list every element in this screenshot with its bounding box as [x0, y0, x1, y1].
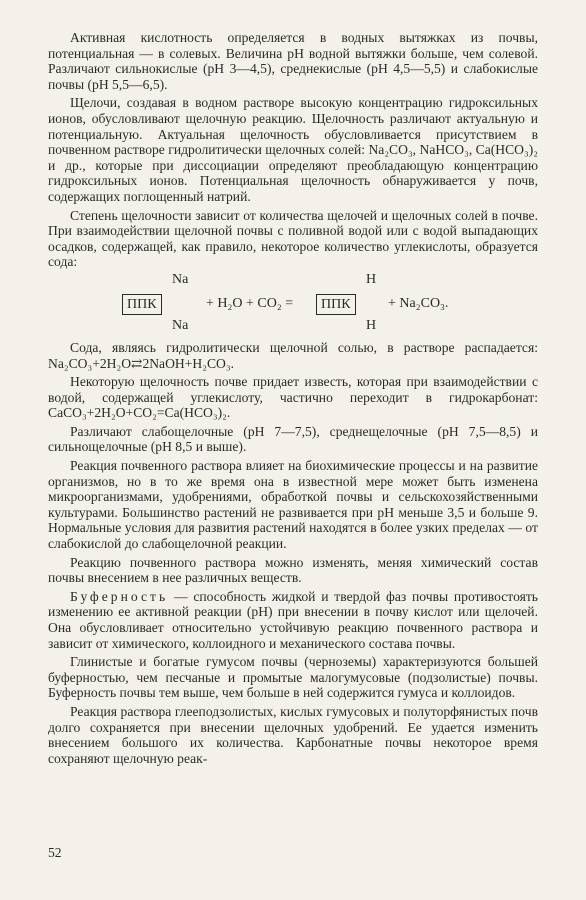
paragraph-soda: Сода, являясь гидролитически щелочной солью, в растворе распадается: Na₂CO₃+2H₂O⇄2NaOH+H₂CO₃. — [48, 339, 538, 371]
formula-end: + Na₂CO₃. — [388, 295, 449, 311]
paragraph-alkalinity-degree: Степень щелочности зависит от количества щелочей и щелочных солей в почве. При взаимодействии щелочной почвы с поливной водой или с водой выпадающих осадков, содержащей, как правило, некоторое количество углекислоты, образуется сода: — [48, 207, 538, 270]
paragraph-gley-soils: Реакция раствора глееподзолистых, кислых гумусовых и полуторфянистых почв долго сохраняется при внесении щелочных удобрений. Ее удается изменить внесением большого их количества. Карбонатные почвы некоторое время сохраняют щелочную реак- — [48, 703, 538, 766]
soda-formation-formula — [48, 272, 538, 338]
formula-h-top: H — [366, 271, 377, 287]
formula-na-bottom: Na — [172, 317, 189, 333]
buffer-term: Буферность — [70, 588, 169, 604]
page-number: 52 — [48, 845, 62, 860]
paragraph-clay-soils: Глинистые и богатые гумусом почвы (черноземы) характеризуются большей буферностью, чем песчаные и промытые малогумусовые (подзолистые) почвы. Буферность почвы тем выше, чем больше в ней содержится гумуса и коллоидов. — [48, 654, 538, 701]
formula-h-bottom: H — [366, 317, 377, 333]
paragraph-alkalis: Щелочи, создавая в водном растворе высокую концентрацию гидроксильных ионов, обусловливают щелочную реакцию. Щелочность различают актуальную и потенциальную. Актуальная щелочность обусловливается присутствием в почвенном растворе гидролитически щелочных солей: Na₂CO₃, NaHCO₃, Ca(HCO₃)₂ и др., которые при диссоциации определяют преобладающую концентрацию гидроксильных ионов. Потенциальная щелочность обнаруживается у почв, содержащих поглощенный натрий. — [48, 95, 538, 204]
document-body — [48, 30, 538, 766]
paragraph-lime: Некоторую щелочность почве придает известь, которая при взаимодействии с водой, содержащей углекислоту, частично переходит в гидрокарбонат: CaCO₃+2H₂O+CO₂=Ca(HCO₃)₂. — [48, 374, 538, 421]
paragraph-reaction-influence: Реакция почвенного раствора влияет на биохимические процессы и на развитие организмов, но в то же время она в известной мере может быть изменена микроорганизмами, удобрениями, обработкой почвы и сельскохозяйственными культурами. Большинство растений не развивается при pH меньше 3,5 и больше 9. Нормальные условия для развития растений находятся в более узких пределах — от слабокислой до слабощелочной реакции. — [48, 458, 538, 552]
formula-ppk-right: ППК — [316, 294, 356, 315]
formula-na-top: Na — [172, 271, 189, 287]
formula-ppk-left: ППК — [122, 294, 162, 315]
formula-middle: + H₂O + CO₂ = — [206, 295, 294, 311]
paragraph-buffer — [48, 589, 538, 651]
buffer-definition: — способность жидкой и твердой фаз почвы противостоять изменению ее активной реакции (pH) при внесении в почву кислот или щелочей. Она обусловливает относительно устойчивую реакцию почвенного раствора и зависит от химического, коллоидного и механического состава почвы. — [48, 588, 538, 651]
paragraph-acidity: Активная кислотность определяется в водных вытяжках из почвы, потенциальная — в солевых. Величина pH водной вытяжки больше, чем солевой. Различают сильнокислые (pH 3—4,5), среднекислые (pH 4,5—5,5) и слабокислые почвы (pH 5,5—6,5). — [48, 30, 538, 92]
paragraph-reaction-change: Реакцию почвенного раствора можно изменять, меняя химический состав почвы внесением в нее различных веществ. — [48, 554, 538, 586]
paragraph-alkaline-classes: Различают слабощелочные (pH 7—7,5), среднещелочные (pH 7,5—8,5) и сильнощелочные (pH 8,5 и выше). — [48, 423, 538, 455]
